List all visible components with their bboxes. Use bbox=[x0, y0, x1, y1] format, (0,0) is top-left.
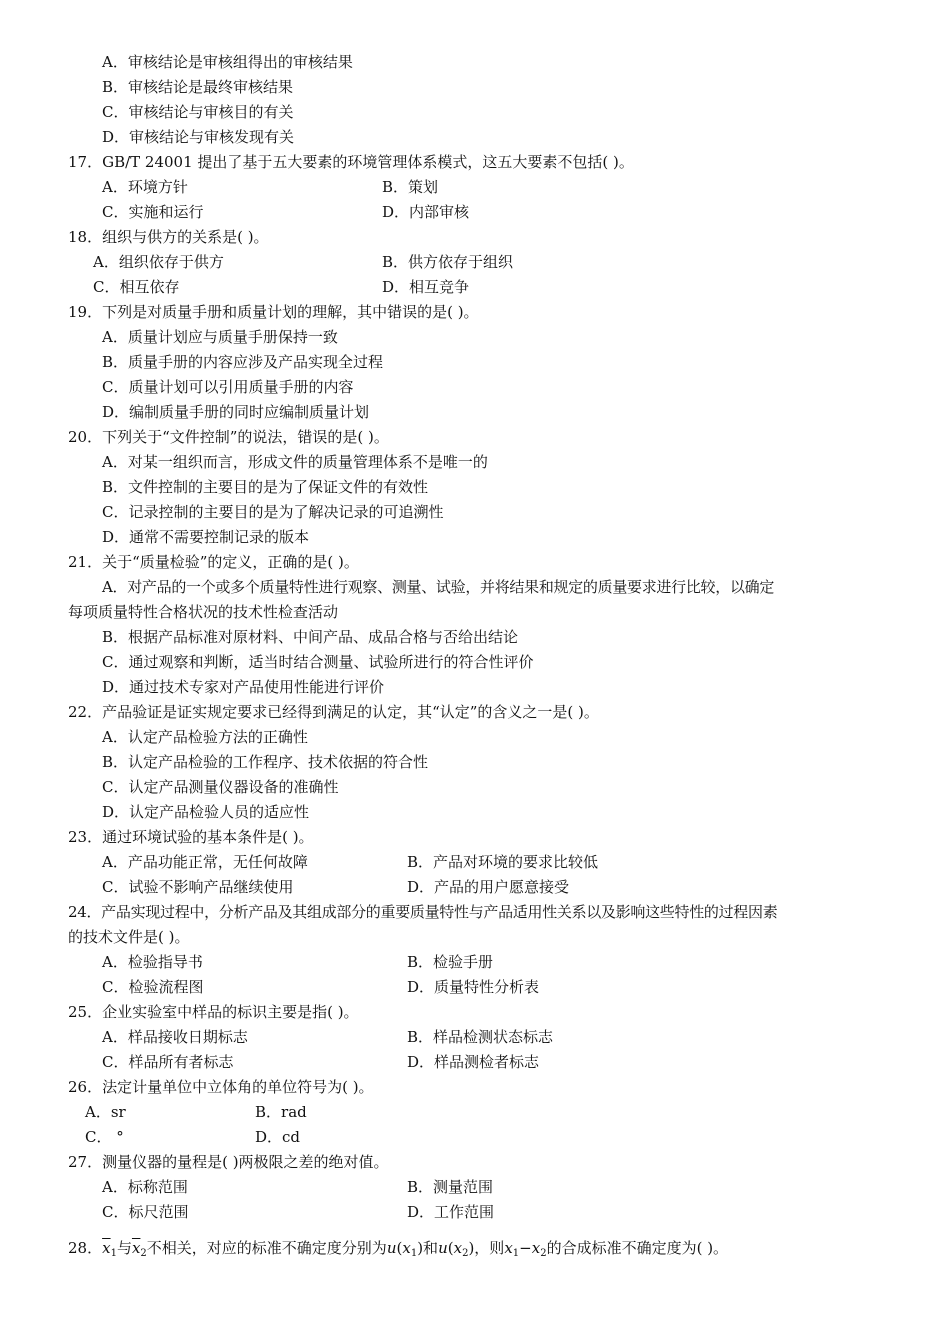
q28-text-3: 的合成标准不确定度为( )。 bbox=[546, 1239, 729, 1257]
option-25c: C．样品所有者标志 bbox=[102, 1053, 234, 1071]
option-22d: D．认定产品检验人员的适应性 bbox=[102, 803, 310, 821]
option-23b: B．产品对环境的要求比较低 bbox=[407, 853, 599, 871]
paren-open-2: ( bbox=[447, 1239, 454, 1257]
option-24d: D．质量特性分析表 bbox=[407, 978, 540, 996]
option-24a: A．检验指导书 bbox=[102, 953, 203, 971]
question-28-number: 28． bbox=[68, 1239, 103, 1257]
option-26b: B．rad bbox=[255, 1103, 307, 1121]
option-21a: A．对产品的一个或多个质量特性进行观察、测量、试验，并将结果和规定的质量要求进行比较，以确定 bbox=[102, 578, 775, 596]
question-21: 21．关于“质量检验”的定义，正确的是( )。 bbox=[68, 553, 359, 571]
option-23a: A．产品功能正常，无任何故障 bbox=[102, 853, 308, 871]
minus-sign: − bbox=[519, 1239, 532, 1257]
option-23d: D．产品的用户愿意接受 bbox=[407, 878, 570, 896]
option-24c: C．检验流程图 bbox=[102, 978, 204, 996]
u-symbol-1: u bbox=[386, 1239, 397, 1257]
option-22b: B．认定产品检验的工作程序、技术依据的符合性 bbox=[102, 753, 429, 771]
option-17d: D．内部审核 bbox=[382, 203, 470, 221]
option-22a: A．认定产品检验方法的正确性 bbox=[102, 728, 308, 746]
option-19d: D．编制质量手册的同时应编制质量计划 bbox=[102, 403, 370, 421]
option-20d: D．通常不需要控制记录的版本 bbox=[102, 528, 310, 546]
x1-mean-symbol: $\overline{x}$ bbox=[102, 1239, 111, 1257]
option-25a: A．样品接收日期标志 bbox=[102, 1028, 248, 1046]
option-17b: B．策划 bbox=[382, 178, 439, 196]
option-20b: B．文件控制的主要目的是为了保证文件的有效性 bbox=[102, 478, 429, 496]
option-19a: A．质量计划应与质量手册保持一致 bbox=[102, 328, 338, 346]
question-23: 23．通过环境试验的基本条件是( )。 bbox=[68, 828, 314, 846]
subscript-2c: 2 bbox=[540, 1248, 547, 1259]
x1-symbol: x bbox=[402, 1239, 411, 1257]
option-16d: D．审核结论与审核发现有关 bbox=[102, 128, 295, 146]
option-19b: B．质量手册的内容应涉及产品实现全过程 bbox=[102, 353, 384, 371]
question-27: 27．测量仪器的量程是( )两极限之差的绝对值。 bbox=[68, 1153, 389, 1171]
subscript-1b: 1 bbox=[410, 1248, 418, 1259]
option-16a: A．审核结论是审核组得出的审核结果 bbox=[102, 53, 353, 71]
option-24b: B．检验手册 bbox=[407, 953, 494, 971]
option-17a: A．环境方针 bbox=[102, 178, 188, 196]
option-18a: A．组织依存于供方 bbox=[93, 253, 224, 271]
q28-and-text: 与 bbox=[116, 1239, 132, 1257]
option-22c: C．认定产品测量仪器设备的准确性 bbox=[102, 778, 339, 796]
option-21c: C．通过观察和判断，适当时结合测量、试验所进行的符合性评价 bbox=[102, 653, 534, 671]
x2-diff-symbol: x bbox=[531, 1239, 541, 1257]
subscript-2: 2 bbox=[140, 1248, 147, 1259]
option-27d: D．工作范围 bbox=[407, 1203, 495, 1221]
question-25: 25．企业实验室中样品的标识主要是指( )。 bbox=[68, 1003, 359, 1021]
subscript-2b: 2 bbox=[462, 1248, 469, 1259]
option-21d: D．通过技术专家对产品使用性能进行评价 bbox=[102, 678, 385, 696]
option-25b: B．样品检测状态标志 bbox=[407, 1028, 554, 1046]
subscript-1c: 1 bbox=[512, 1248, 520, 1259]
option-19c: C．质量计划可以引用质量手册的内容 bbox=[102, 378, 354, 396]
option-27c: C．标尺范围 bbox=[102, 1203, 189, 1221]
q28-text-2: ，则 bbox=[474, 1239, 505, 1257]
x2-symbol: x bbox=[453, 1239, 463, 1257]
u-symbol-2: u bbox=[438, 1239, 448, 1257]
option-26d: D．cd bbox=[255, 1128, 301, 1146]
option-17c: C．实施和运行 bbox=[102, 203, 204, 221]
question-19: 19．下列是对质量手册和质量计划的理解，其中错误的是( )。 bbox=[68, 303, 479, 321]
option-21b: B．根据产品标准对原材料、中间产品、成品合格与否给出结论 bbox=[102, 628, 519, 646]
x1-diff-symbol: x bbox=[504, 1239, 513, 1257]
question-20: 20．下列关于“文件控制”的说法，错误的是( )。 bbox=[68, 428, 389, 446]
question-24-cont: 的技术文件是( )。 bbox=[68, 928, 190, 946]
x2-mean-symbol: $\overline{x}$ bbox=[131, 1239, 141, 1257]
option-25d: D．样品测检者标志 bbox=[407, 1053, 540, 1071]
subscript-1: 1 bbox=[110, 1248, 117, 1259]
option-16b: B．审核结论是最终审核结果 bbox=[102, 78, 294, 96]
paren-close-1: ) bbox=[417, 1239, 424, 1257]
question-17: 17．GB/T 24001 提出了基于五大要素的环境管理体系模式，这五大要素不包括( )。 bbox=[68, 153, 634, 171]
option-16c: C．审核结论与审核目的有关 bbox=[102, 103, 294, 121]
option-20a: A．对某一组织而言，形成文件的质量管理体系不是唯一的 bbox=[102, 453, 488, 471]
option-23c: C．试验不影响产品继续使用 bbox=[102, 878, 294, 896]
q28-he-text: 和 bbox=[423, 1239, 439, 1257]
question-28 bbox=[68, 1238, 728, 1264]
option-18c: C．相互依存 bbox=[93, 278, 180, 296]
paren-close-2: ) bbox=[468, 1239, 475, 1257]
option-18b: B．供方依存于组织 bbox=[382, 253, 514, 271]
question-18: 18．组织与供方的关系是( )。 bbox=[68, 228, 269, 246]
question-24: 24．产品实现过程中，分析产品及其组成部分的重要质量特性与产品适用性关系以及影响这些特性的过程因素 bbox=[68, 903, 778, 921]
option-27b: B．测量范围 bbox=[407, 1178, 494, 1196]
option-20c: C．记录控制的主要目的是为了解决记录的可追溯性 bbox=[102, 503, 444, 521]
paren-open-1: ( bbox=[396, 1239, 403, 1257]
option-18d: D．相互竞争 bbox=[382, 278, 470, 296]
option-27a: A．标称范围 bbox=[102, 1178, 188, 1196]
option-21a-cont: 每项质量特性合格状况的技术性检查活动 bbox=[68, 603, 339, 621]
q28-text-1: 不相关，对应的标准不确定度分别为 bbox=[146, 1239, 387, 1257]
option-26c: C． ° bbox=[85, 1128, 124, 1146]
question-22: 22．产品验证是证实规定要求已经得到满足的认定，其“认定”的含义之一是( )。 bbox=[68, 703, 599, 721]
option-26a: A．sr bbox=[85, 1103, 126, 1121]
question-26: 26．法定计量单位中立体角的单位符号为( )。 bbox=[68, 1078, 374, 1096]
